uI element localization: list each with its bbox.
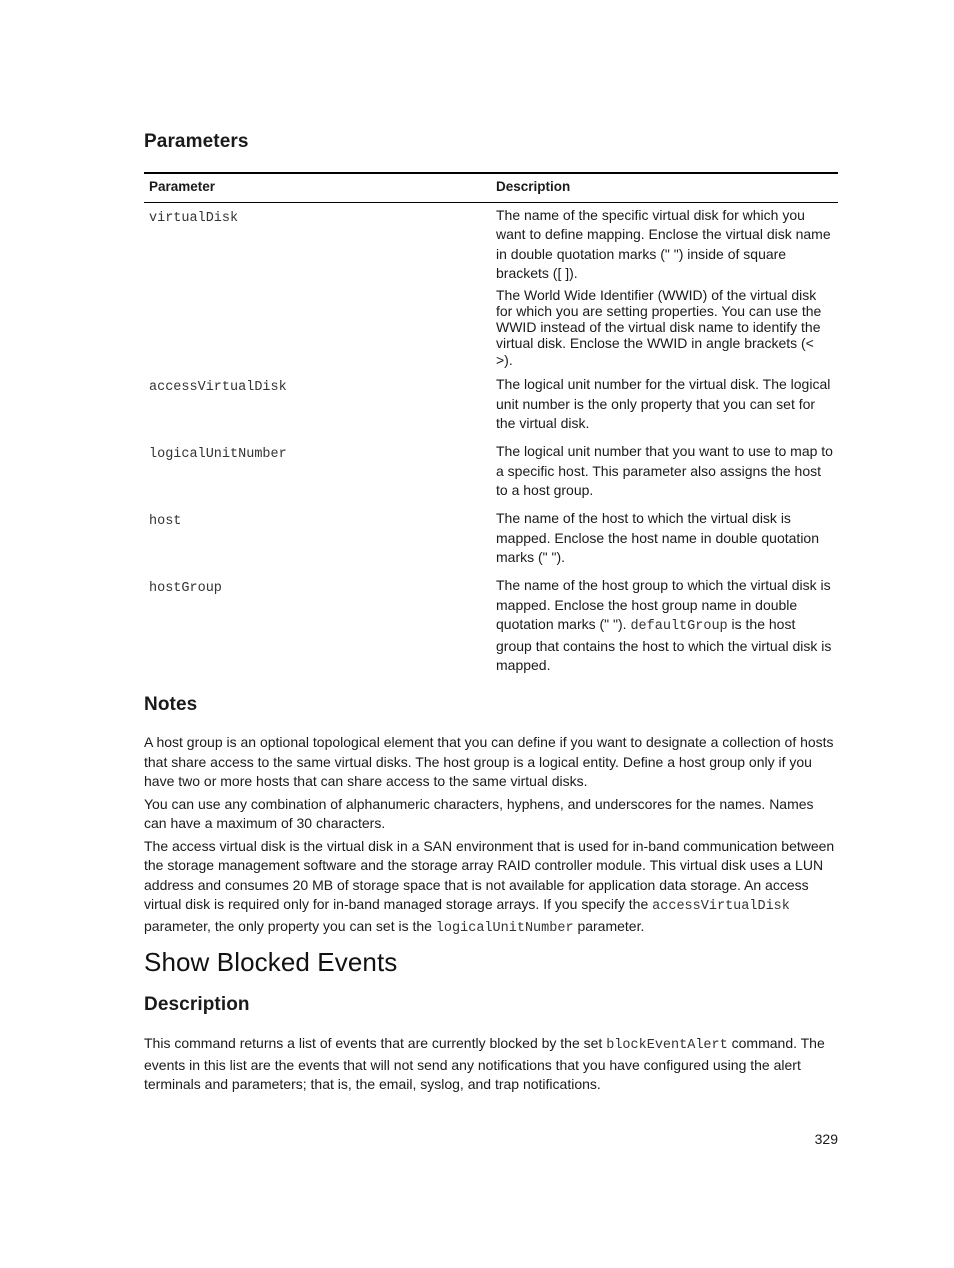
table-row [144, 202, 838, 372]
page-number: 329 [814, 1131, 838, 1147]
param-name: host [149, 514, 182, 529]
description-paragraph: This command returns a list of events that are currently blocked by the set blockEventAlert command. The events in this list are the events that will not send any notifications that you have configured using the alert terminals and parameters; that is, the email, syslog, and trap notifications. [144, 1035, 825, 1092]
param-description-extra: The World Wide Identifier (WWID) of the virtual disk for which you are setting properties. You can use the WWID instead of the virtual disk name to identify the virtual disk. Enclose the WWID in angle brackets (< >). [496, 286, 822, 368]
table-row [144, 573, 838, 676]
notes-paragraph: You can use any combination of alphanumeric characters, hyphens, and underscores for the names. Names can have a maximum of 30 characters. [144, 795, 814, 831]
notes-paragraph: A host group is an optional topological element that you can define if you want to designate a collection of hosts that share access to the same virtual disks. The host group is a logical entity. Define a host group only if you have two or more hosts that can share access to the same virtual disks. [144, 734, 834, 789]
header-description: Description [491, 173, 838, 202]
notes-body [144, 733, 838, 941]
table-row [144, 506, 838, 573]
page-title: Show Blocked Events [144, 947, 398, 977]
param-description: The logical unit number for the virtual disk. The logical unit number is the only property that you can set for the virtual disk. [496, 376, 831, 431]
notes-heading: Notes [144, 694, 198, 715]
description-body [144, 1034, 838, 1095]
inline-code: defaultGroup [630, 619, 728, 634]
param-description: The name of the host group to which the virtual disk is mapped. Enclose the host group name in double quotation marks (" "). defaultGroup is the host group that contains the host to which the virtual disk is mapped. [496, 577, 832, 673]
parameters-table [144, 172, 838, 676]
header-parameter: Parameter [144, 173, 491, 202]
parameters-heading: Parameters [144, 131, 249, 152]
inline-code: accessVirtualDisk [652, 899, 790, 914]
table-row [144, 439, 838, 506]
table-row [144, 372, 838, 439]
inline-code: logicalUnitNumber [435, 920, 574, 936]
param-description: The name of the host to which the virtual disk is mapped. Enclose the host name in double quotation marks (" "). [496, 510, 820, 565]
description-heading: Description [144, 994, 250, 1015]
param-description: The logical unit number that you want to use to map to a specific host. This parameter also assigns the host to a host group. [496, 443, 833, 498]
table-header-row [144, 173, 838, 202]
param-name: hostGroup [149, 581, 222, 596]
param-name: virtualDisk [149, 210, 239, 226]
param-name: logicalUnitNumber [149, 447, 287, 462]
param-name: accessVirtualDisk [149, 380, 287, 395]
param-description: The name of the specific virtual disk for which you want to define mapping. Enclose the virtual disk name in double quotation marks (" ") inside of square brackets ([ ]). [496, 206, 831, 281]
notes-paragraph: The access virtual disk is the virtual disk in a SAN environment that is used for in-band communication between the storage management software and the storage array RAID controller module. This virtual disk uses a LUN address and consumes 20 MB of storage space that is not available for application data storage. An access virtual disk is required only for in-band managed storage arrays. If you specify the accessVirtualDisk parameter, the only property you can set is the logicalUnitNumber parameter. [144, 837, 835, 936]
inline-code: blockEventAlert [606, 1038, 728, 1053]
